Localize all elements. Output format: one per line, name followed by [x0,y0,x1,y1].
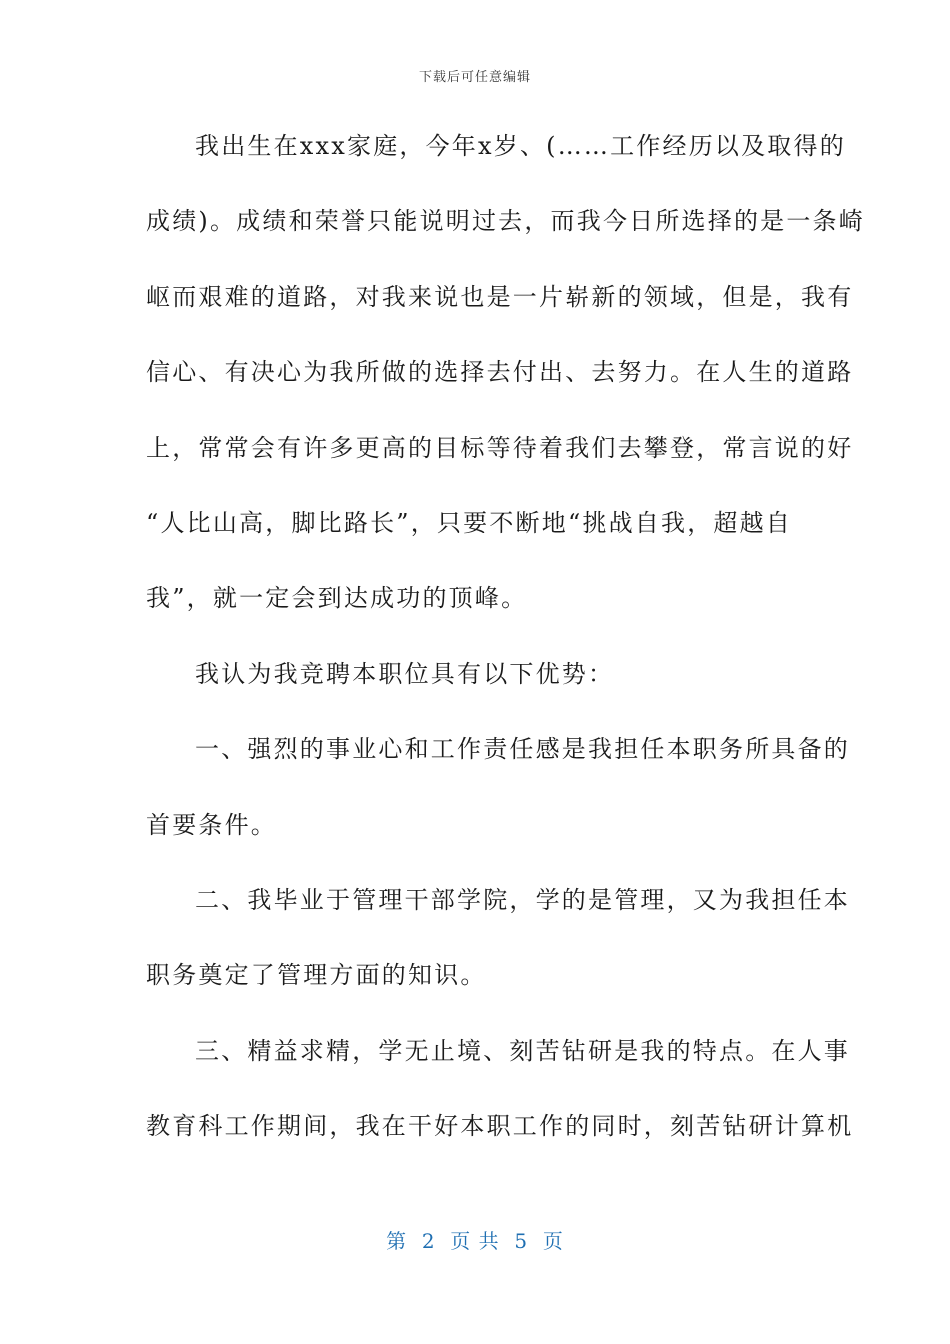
text-line: 信心、有决心为我所做的选择去付出、去努力。在人生的道路 [146,358,854,387]
text-line: “人比山高，脚比路长”，只要不断地“挑战自我，超越自 [146,508,793,537]
text-line: 上，常常会有许多更高的目标等待着我们去攀登，常言说的好 [146,433,854,462]
page-number-footer: 第 2 页 共 5 页 [386,1229,564,1253]
text-line: 首要条件。 [146,810,277,839]
text-line: 三、精益求精，学无止境、刻苦钻研是我的特点。在人事 [195,1036,850,1065]
text-line: 教育科工作期间，我在干好本职工作的同时，刻苦钻研计算机 [146,1112,854,1141]
text-line: 岖而艰难的道路，对我来说也是一片崭新的领域，但是，我有 [146,282,854,311]
text-line: 一、强烈的事业心和工作责任感是我担任本职务所具备的 [195,735,850,764]
text-line: 二、我毕业于管理干部学院，学的是管理，又为我担任本 [195,885,850,914]
page-header-note: 下载后可任意编辑 [418,70,531,85]
text-line: 我出生在xxx家庭，今年x岁、(……工作经历以及取得的 [195,132,846,160]
text-line: 职务奠定了管理方面的知识。 [146,961,487,990]
document-body [146,118,865,1173]
text-line: 成绩)。成绩和荣誉只能说明过去，而我今日所选择的是一条崎 [146,207,865,236]
text-line: 我认为我竞聘本职位具有以下优势： [195,659,615,688]
text-line: 我”，就一定会到达成功的顶峰。 [146,584,528,613]
